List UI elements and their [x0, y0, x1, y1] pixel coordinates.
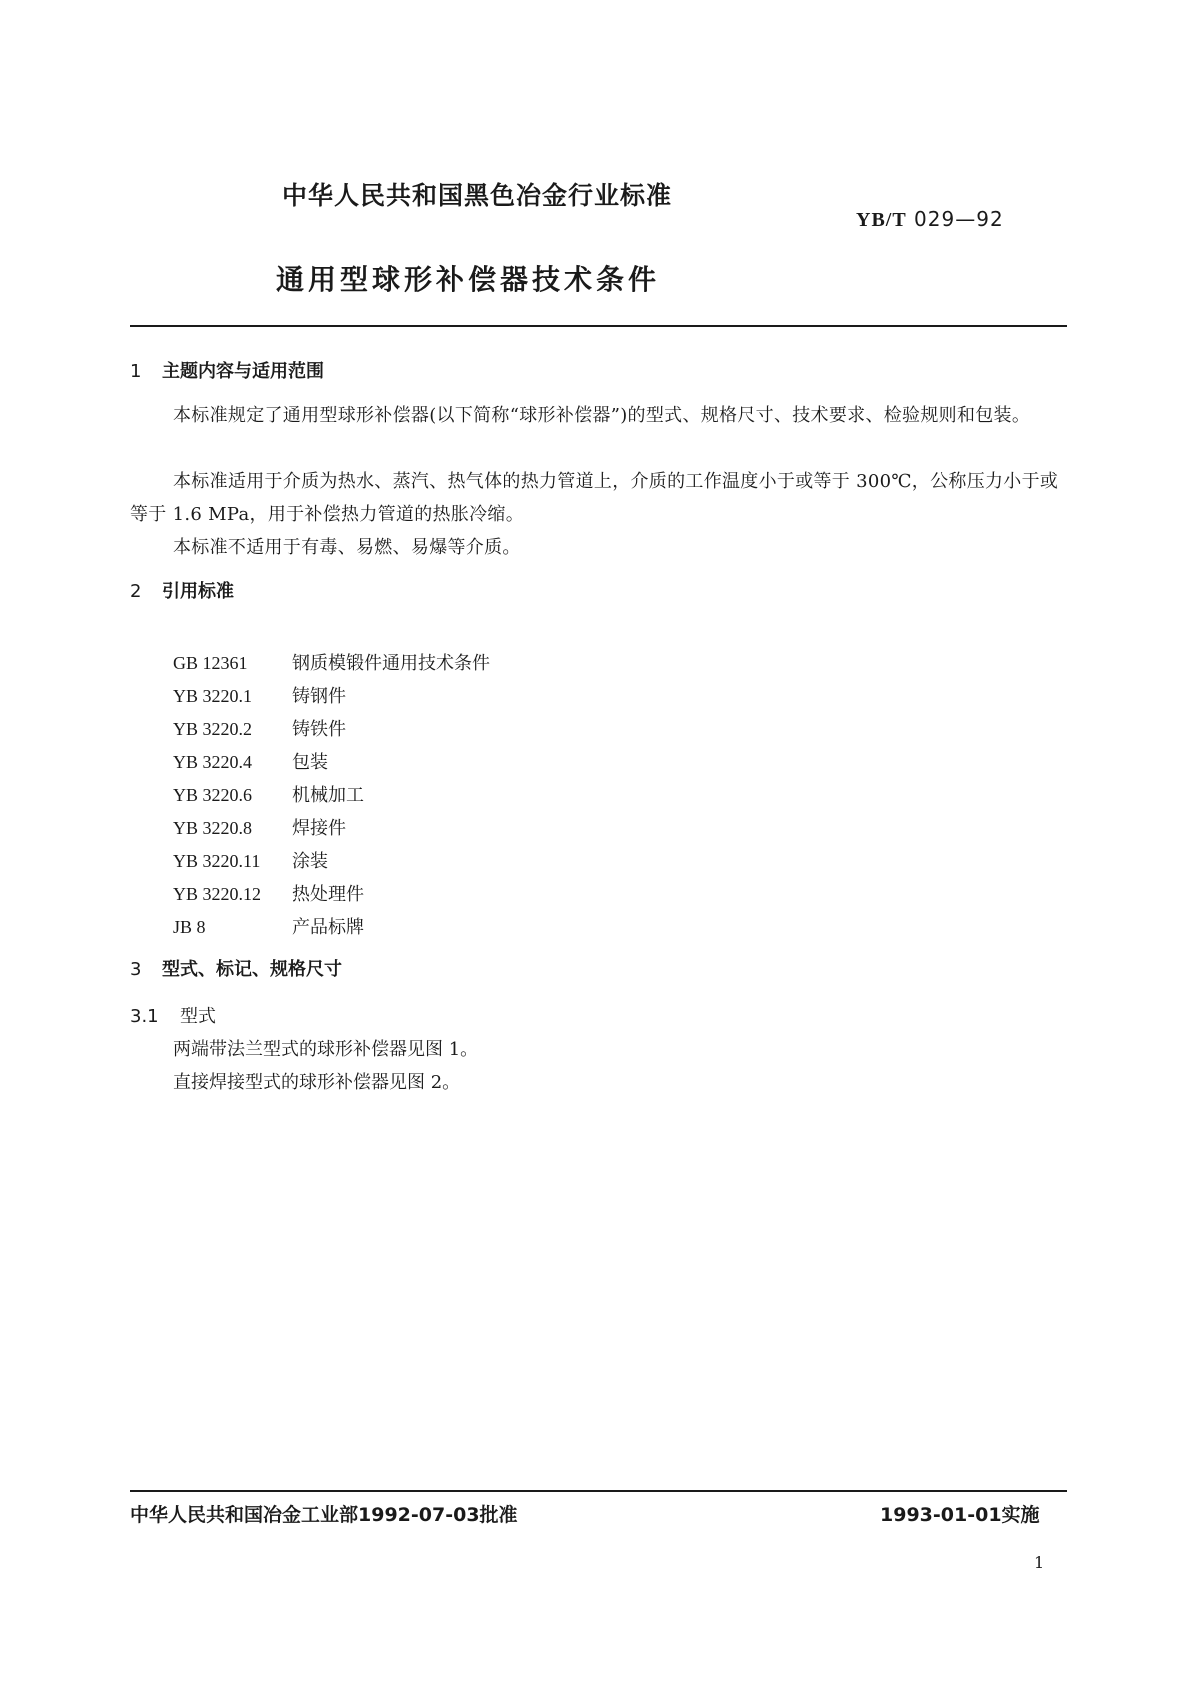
- section-1-paragraph-2: 本标准适用于介质为热水、蒸汽、热气体的热力管道上，介质的工作温度小于或等于 300℃，公称压力小于或等于 1.6 MPa，用于补偿热力管道的热胀冷缩。: [130, 471, 1059, 525]
- section-2-number: 2: [130, 581, 142, 602]
- document-title: 通用型球形补偿器技术条件: [276, 263, 661, 296]
- ref-name: 钢质模锻件通用技术条件: [292, 653, 490, 674]
- list-item: [173, 845, 490, 878]
- section-3-heading: [130, 955, 342, 981]
- section-1-heading: [130, 357, 324, 383]
- ref-name: 产品标牌: [292, 917, 364, 938]
- page-number: 1: [1034, 1553, 1045, 1572]
- ref-code: YB 3220.12: [173, 884, 262, 904]
- ref-code: YB 3220.1: [173, 686, 253, 706]
- list-item: [173, 647, 490, 680]
- footer-divider: [130, 1490, 1067, 1492]
- subsection-3-1-number: 3.1: [130, 1006, 159, 1027]
- issuing-body-heading: 中华人民共和国黑色冶金行业标准: [282, 181, 673, 210]
- ref-name: 铸钢件: [292, 686, 346, 707]
- list-item: [173, 680, 490, 713]
- list-item: [173, 878, 490, 911]
- section-1-paragraph-3: 本标准不适用于有毒、易燃、易爆等介质。: [173, 537, 521, 558]
- ref-name: 热处理件: [292, 884, 364, 905]
- section-1-title: 主题内容与适用范围: [162, 361, 324, 382]
- list-item: [173, 911, 490, 944]
- ref-code: YB 3220.11: [173, 851, 261, 871]
- ref-code: YB 3220.8: [173, 818, 253, 838]
- list-item: [173, 779, 490, 812]
- ref-name: 包装: [292, 752, 328, 773]
- effective-date: 1993-01-01实施: [880, 1504, 1040, 1526]
- ref-code: GB 12361: [173, 653, 248, 673]
- approval-line: 中华人民共和国冶金工业部1992-07-03批准: [130, 1504, 518, 1526]
- list-item: [173, 812, 490, 845]
- subsection-3-1-heading: [130, 1002, 216, 1028]
- standard-code: [856, 207, 1004, 232]
- ref-name: 涂装: [292, 851, 328, 872]
- referenced-standards-list: [173, 647, 490, 944]
- section-2-title: 引用标准: [162, 581, 234, 602]
- ref-code: YB 3220.4: [173, 752, 253, 772]
- section-3-title: 型式、标记、规格尺寸: [162, 959, 342, 980]
- list-item: [173, 713, 490, 746]
- subsection-3-1-title: 型式: [180, 1006, 216, 1027]
- ref-code: YB 3220.2: [173, 719, 253, 739]
- section-3-number: 3: [130, 959, 142, 980]
- ref-name: 焊接件: [292, 818, 346, 839]
- subsection-3-1-line-1: 两端带法兰型式的球形补偿器见图 1。: [173, 1039, 479, 1060]
- ref-code: JB 8: [173, 917, 206, 937]
- ref-code: YB 3220.6: [173, 785, 253, 805]
- section-1-paragraph-1: 本标准规定了通用型球形补偿器(以下简称“球形补偿器”)的型式、规格尺寸、技术要求、检验规则和包装。: [173, 405, 1031, 426]
- ref-name: 机械加工: [292, 785, 364, 806]
- section-1-number: 1: [130, 361, 142, 382]
- ref-name: 铸铁件: [292, 719, 346, 740]
- title-divider: [130, 325, 1067, 327]
- standard-code-prefix: YB/T: [856, 209, 907, 231]
- section-2-heading: [130, 577, 234, 603]
- standard-code-number: 029—92: [914, 207, 1004, 231]
- list-item: [173, 746, 490, 779]
- subsection-3-1-line-2: 直接焊接型式的球形补偿器见图 2。: [173, 1072, 461, 1093]
